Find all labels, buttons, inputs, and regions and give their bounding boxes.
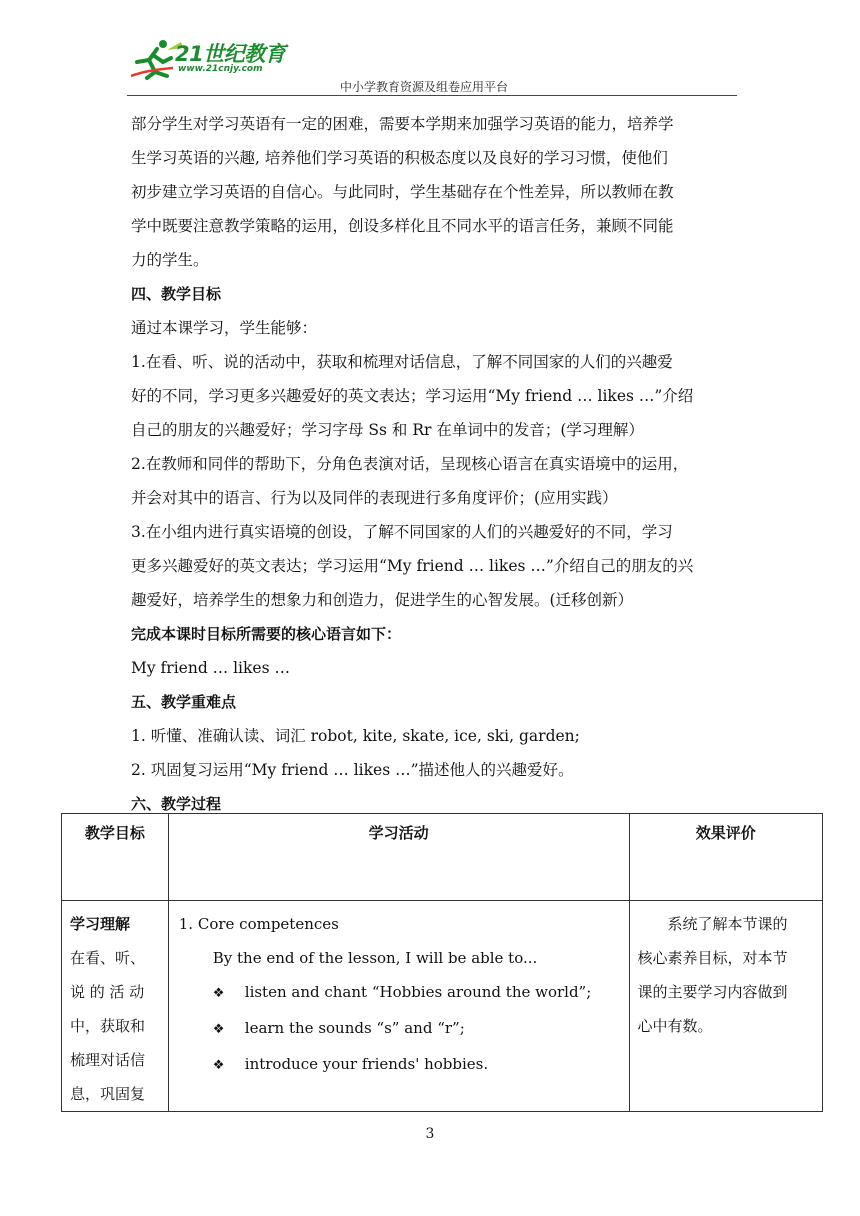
goal-line: 趣爱好，培养学生的想象力和创造力，促进学生的心智发展。(迁移创新）	[131, 591, 634, 609]
document-body	[131, 107, 739, 821]
page-header	[0, 0, 860, 100]
diamond-bullet-icon: ❖	[212, 986, 225, 1001]
header-subtitle: 中小学教育资源及组卷应用平台	[340, 80, 509, 94]
list-item	[179, 1047, 621, 1083]
key-point-item: 1. 听懂、准确认读、词汇 robot, kite, skate, ice, ski, garden;	[131, 727, 580, 745]
goal-line: 息，巩固复	[70, 1085, 146, 1103]
evaluation-line: 心中有数。	[637, 1017, 713, 1035]
bullet-text: learn the sounds “s” and “r”;	[244, 1019, 465, 1037]
header-goal: 教学目标	[62, 814, 169, 901]
bullet-text: listen and chant “Hobbies around the world”;	[244, 983, 592, 1001]
evaluation-line: 课的主要学习内容做到	[637, 983, 788, 1001]
goal-title: 学习理解	[70, 915, 131, 933]
diamond-bullet-icon: ❖	[212, 1022, 225, 1037]
evaluation-line: 系统了解本节课的	[667, 915, 788, 933]
core-language: My friend … likes …	[131, 659, 290, 677]
section-heading-process: 六、教学过程	[131, 795, 222, 813]
activity-cell	[168, 901, 629, 1112]
list-item	[179, 975, 621, 1011]
activity-title: 1. Core competences	[178, 915, 339, 933]
goals-lead: 通过本课学习，学生能够：	[131, 319, 318, 337]
goal-line: 1.在看、听、说的活动中，获取和梳理对话信息，了解不同国家的人们的兴趣爱	[131, 353, 673, 371]
page-number: 3	[425, 1126, 435, 1142]
table-header-row	[62, 814, 823, 901]
bullet-text: introduce your friends' hobbies.	[244, 1055, 489, 1073]
header-evaluation: 效果评价	[629, 814, 823, 901]
section-heading-key-points: 五、教学重难点	[131, 693, 237, 711]
logo-url: www.21cnjy.com	[178, 64, 263, 74]
goal-line: 2.在教师和同伴的帮助下，分角色表演对话，呈现核心语言在真实语境中的运用，	[131, 455, 689, 473]
goal-cell	[62, 901, 169, 1112]
goal-line: 中，获取和	[70, 1017, 146, 1035]
key-point-item: 2. 巩固复习运用“My friend … likes …”描述他人的兴趣爱好。	[131, 761, 574, 779]
teaching-process-table	[61, 813, 823, 1112]
list-item	[179, 1011, 621, 1047]
section-heading-goals: 四、教学目标	[131, 285, 222, 303]
intro-line: 学中既要注意教学策略的运用，创设多样化且不同水平的语言任务，兼顾不同能	[131, 217, 674, 235]
intro-line: 生学习英语的兴趣, 培养他们学习英语的积极态度以及良好的学习习惯，使他们	[131, 149, 668, 167]
goal-line: 在看、听、	[70, 949, 146, 967]
intro-line: 初步建立学习英语的自信心。与此同时，学生基础存在个性差异，所以教师在教	[131, 183, 674, 201]
evaluation-cell	[629, 901, 823, 1112]
goal-line: 自己的朋友的兴趣爱好；学习字母 Ss 和 Rr 在单词中的发音；(学习理解）	[131, 421, 644, 439]
core-language-heading: 完成本课时目标所需要的核心语言如下：	[131, 625, 402, 643]
intro-line: 部分学生对学习英语有一定的困难，需要本学期来加强学习英语的能力，培养学	[131, 115, 674, 133]
activity-lead: By the end of the lesson, I will be able to...	[212, 949, 538, 967]
header-divider	[127, 95, 737, 96]
goal-line: 梳理对话信	[70, 1051, 146, 1069]
diamond-bullet-icon: ❖	[212, 1058, 225, 1073]
table-row	[62, 901, 823, 1112]
goal-line: 说 的 活 动	[70, 983, 145, 1001]
goal-line: 3.在小组内进行真实语境的创设，了解不同国家的人们的兴趣爱好的不同，学习	[131, 523, 673, 541]
logo-wordmark: 21世纪教育	[175, 42, 286, 66]
evaluation-line: 核心素养目标，对本节	[637, 949, 788, 967]
header-activity: 学习活动	[168, 814, 629, 901]
goal-line: 更多兴趣爱好的英文表达；学习运用“My friend … likes …”介绍自己的朋友的兴	[131, 557, 694, 575]
intro-line: 力的学生。	[131, 251, 209, 269]
goal-line: 好的不同，学习更多兴趣爱好的英文表达；学习运用“My friend … likes …”介绍	[131, 387, 694, 405]
goal-line: 并会对其中的语言、行为以及同伴的表现进行多角度评价；(应用实践）	[131, 489, 618, 507]
